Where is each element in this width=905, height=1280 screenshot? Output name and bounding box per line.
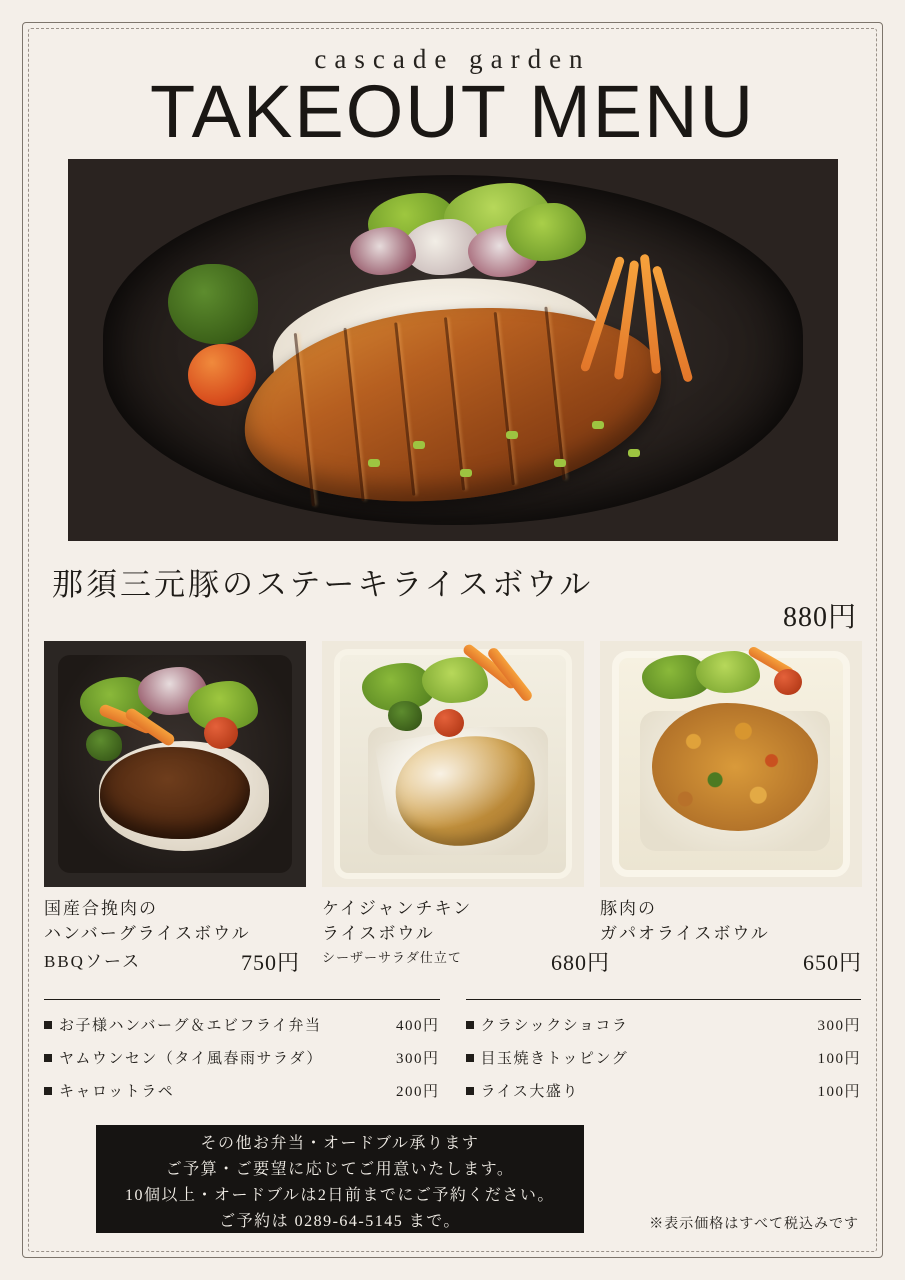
item-2-text bbox=[322, 897, 610, 976]
item-photo-cajun-chicken-rice-bowl bbox=[322, 641, 584, 887]
item-2-line2: ライスボウル bbox=[322, 923, 435, 943]
footer-section bbox=[44, 1125, 861, 1237]
extra-row bbox=[44, 1041, 440, 1074]
menu-item-card-1 bbox=[44, 641, 306, 975]
hero-carrot-shape bbox=[588, 254, 708, 384]
extra-row bbox=[44, 1008, 440, 1041]
extra-price: 100円 bbox=[817, 1051, 861, 1068]
extra-row bbox=[466, 1041, 862, 1074]
item-1-line3: BBQソース bbox=[44, 951, 142, 971]
item-2-price: 680円 bbox=[550, 950, 610, 976]
hero-tomato-shape bbox=[188, 344, 256, 406]
extras-left-column bbox=[44, 999, 440, 1107]
bullet-square-icon bbox=[466, 1021, 474, 1029]
main-item-block bbox=[44, 559, 861, 637]
extra-name: キャロットラペ bbox=[59, 1084, 175, 1101]
extra-name: ライス大盛り bbox=[480, 1084, 579, 1101]
item-1-line2: ハンバーグライスボウル bbox=[44, 923, 251, 943]
item-1-price: 750円 bbox=[240, 950, 300, 976]
main-item-price: 880円 bbox=[782, 602, 857, 634]
bullet-square-icon bbox=[466, 1087, 474, 1095]
item2-greens-shape bbox=[352, 657, 552, 737]
bullet-square-icon bbox=[44, 1087, 52, 1095]
bullet-square-icon bbox=[44, 1021, 52, 1029]
extras-left-divider bbox=[44, 999, 440, 1000]
item-3-price: 650円 bbox=[802, 950, 862, 976]
item-3-line2: ガパオライスボウル bbox=[600, 923, 770, 943]
item-3-line1: 豚肉の bbox=[600, 899, 657, 919]
extra-name: 目玉焼きトッピング bbox=[480, 1051, 629, 1068]
extras-right-divider bbox=[466, 999, 862, 1000]
menu-item-card-3 bbox=[600, 641, 862, 975]
reservation-note-box bbox=[96, 1125, 584, 1233]
bullet-square-icon bbox=[466, 1054, 474, 1062]
extras-section bbox=[44, 991, 861, 1107]
extra-price: 300円 bbox=[817, 1018, 861, 1035]
item1-greens-shape bbox=[80, 667, 270, 757]
hero-salad-shape bbox=[348, 179, 598, 319]
tax-note: ※表示価格はすべて税込みです bbox=[649, 1217, 859, 1233]
extra-row bbox=[44, 1074, 440, 1107]
item-2-line1: ケイジャンチキン bbox=[322, 899, 473, 919]
extra-price: 300円 bbox=[395, 1051, 440, 1068]
hero-photo-pork-steak-rice-bowl bbox=[68, 159, 838, 541]
extra-name: お子様ハンバーグ＆エビフライ弁当 bbox=[59, 1018, 322, 1035]
item-2-subtitle: シーザーサラダ仕立て bbox=[322, 949, 462, 965]
note-line-1: その他お弁当・オードブル承ります bbox=[200, 1135, 480, 1153]
menu-content bbox=[44, 34, 861, 1237]
menu-item-card-2 bbox=[322, 641, 610, 976]
extra-price: 200円 bbox=[395, 1084, 440, 1101]
extra-row bbox=[466, 1008, 862, 1041]
page-title: TAKEOUT MENU bbox=[149, 70, 756, 153]
item-photo-hamburg-rice-bowl bbox=[44, 641, 306, 887]
note-line-3: 10個以上・オードブルは2日前までにご予約ください。 bbox=[125, 1187, 555, 1205]
item-photo-gapao-rice-bowl bbox=[600, 641, 862, 887]
secondary-items-row bbox=[44, 641, 861, 975]
extra-price: 100円 bbox=[817, 1084, 861, 1101]
note-line-2: ご予算・ご要望に応じてご用意いたします。 bbox=[165, 1161, 515, 1179]
item3-greens-shape bbox=[634, 651, 814, 717]
extra-name: ヤムウンセン（タイ風春雨サラダ） bbox=[59, 1051, 323, 1068]
bullet-square-icon bbox=[44, 1054, 52, 1062]
item-1-text bbox=[44, 897, 306, 975]
extra-row bbox=[466, 1074, 862, 1107]
extras-right-column bbox=[466, 999, 862, 1107]
extra-name: クラシックショコラ bbox=[480, 1018, 629, 1035]
brand-name: cascade garden bbox=[314, 44, 591, 74]
main-item-name: 那須三元豚のステーキライスボウル bbox=[52, 567, 594, 603]
note-line-4: ご予約は 0289-64-5145 まで。 bbox=[219, 1213, 461, 1231]
item-1-line1: 国産合挽肉の bbox=[44, 899, 158, 919]
item-3-text bbox=[600, 897, 862, 975]
extra-price: 400円 bbox=[395, 1018, 440, 1035]
